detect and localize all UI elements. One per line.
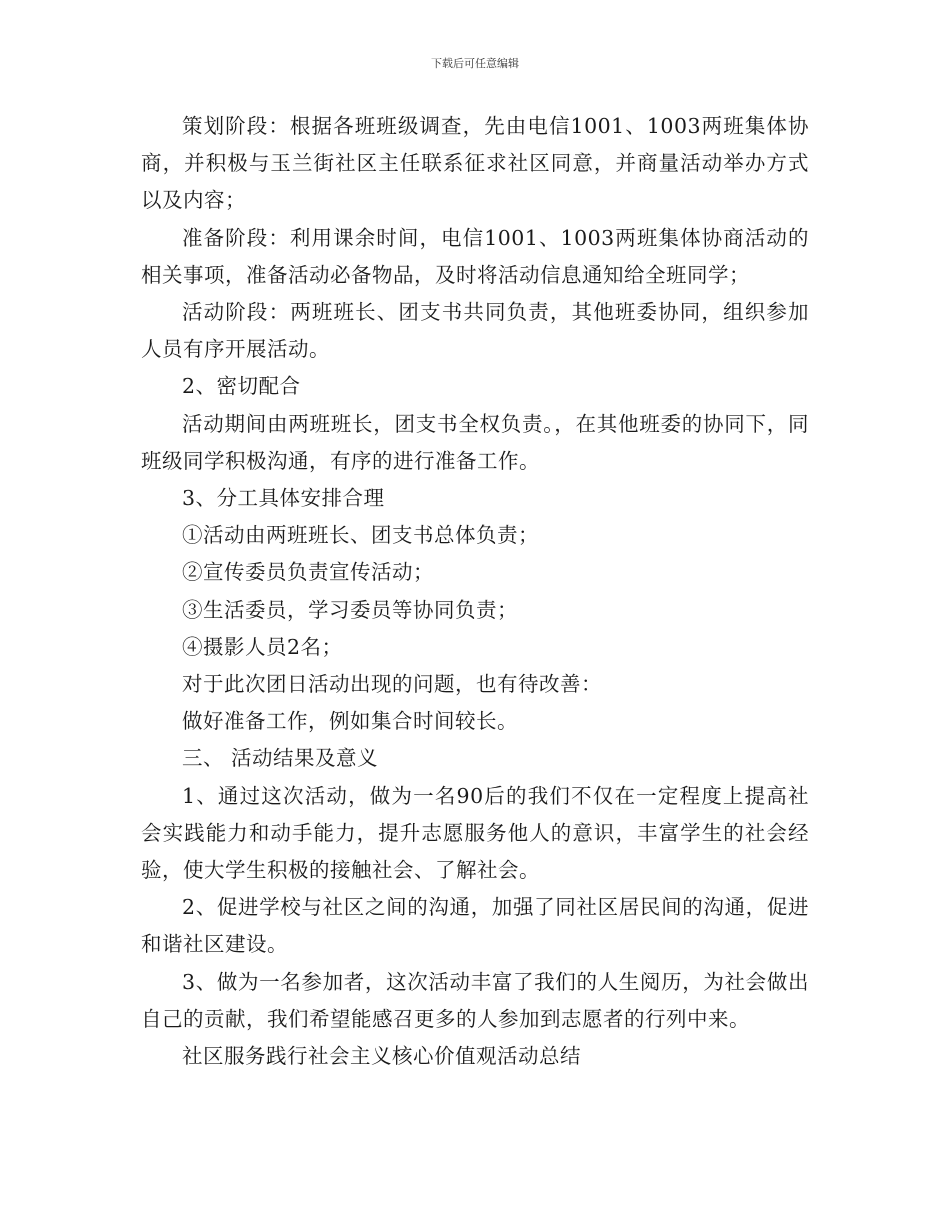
list-item-1: ①活动由两班班长、团支书总体负责； [182,523,539,548]
page-header: 下载后可任意编辑 [431,57,519,70]
heading-close-cooperation: 2、密切配合 [182,374,301,399]
heading-division-of-labor: 3、分工具体安排合理 [182,486,385,511]
paragraph-preparation-stage: 准备阶段：利用课余时间，电信1001、1003两班集体协商活动的相关事项，准备活动必备物品，及时将活动信息通知给全班同学； [141,225,809,287]
paragraph-result-2: 2、促进学校与社区之间的沟通，加强了同社区居民间的沟通，促进和谐社区建设。 [141,895,809,957]
list-item-2: ②宣传委员负责宣传活动； [182,560,434,585]
list-item-4: ④摄影人员2名； [182,634,343,659]
paragraph-result-1: 1、通过这次活动，做为一名90后的我们不仅在一定程度上提高社会实践能力和动手能力，提升志愿服务他人的意识，丰富学生的社会经验，使大学生积极的接触社会、了解社会。 [141,783,809,883]
paragraph-cooperation: 活动期间由两班班长，团支书全权负责。，在其他班委的协同下，同班级同学积极沟通，有序的进行准备工作。 [141,411,809,473]
paragraph-next-title: 社区服务践行社会主义核心价值观活动总结 [182,1044,581,1069]
paragraph-activity-stage: 活动阶段：两班班长、团支书共同负责，其他班委协同，组织参加人员有序开展活动。 [141,300,809,362]
paragraph-planning-stage: 策划阶段：根据各班班级调查，先由电信1001、1003两班集体协商，并积极与玉兰街社区主任联系征求社区同意，并商量活动举办方式以及内容； [141,114,809,213]
paragraph-problems: 对于此次团日活动出现的问题，也有待改善： [182,672,602,697]
list-item-3: ③生活委员，学习委员等协同负责； [182,597,518,622]
paragraph-improvement: 做好准备工作，例如集合时间较长。 [182,709,518,734]
paragraph-result-3: 3、做为一名参加者，这次活动丰富了我们的人生阅历，为社会做出自己的贡献，我们希望能感召更多的人参加到志愿者的行列中来。 [141,969,809,1031]
heading-results-and-significance: 三、 活动结果及意义 [182,746,379,771]
document-body [141,108,809,1075]
